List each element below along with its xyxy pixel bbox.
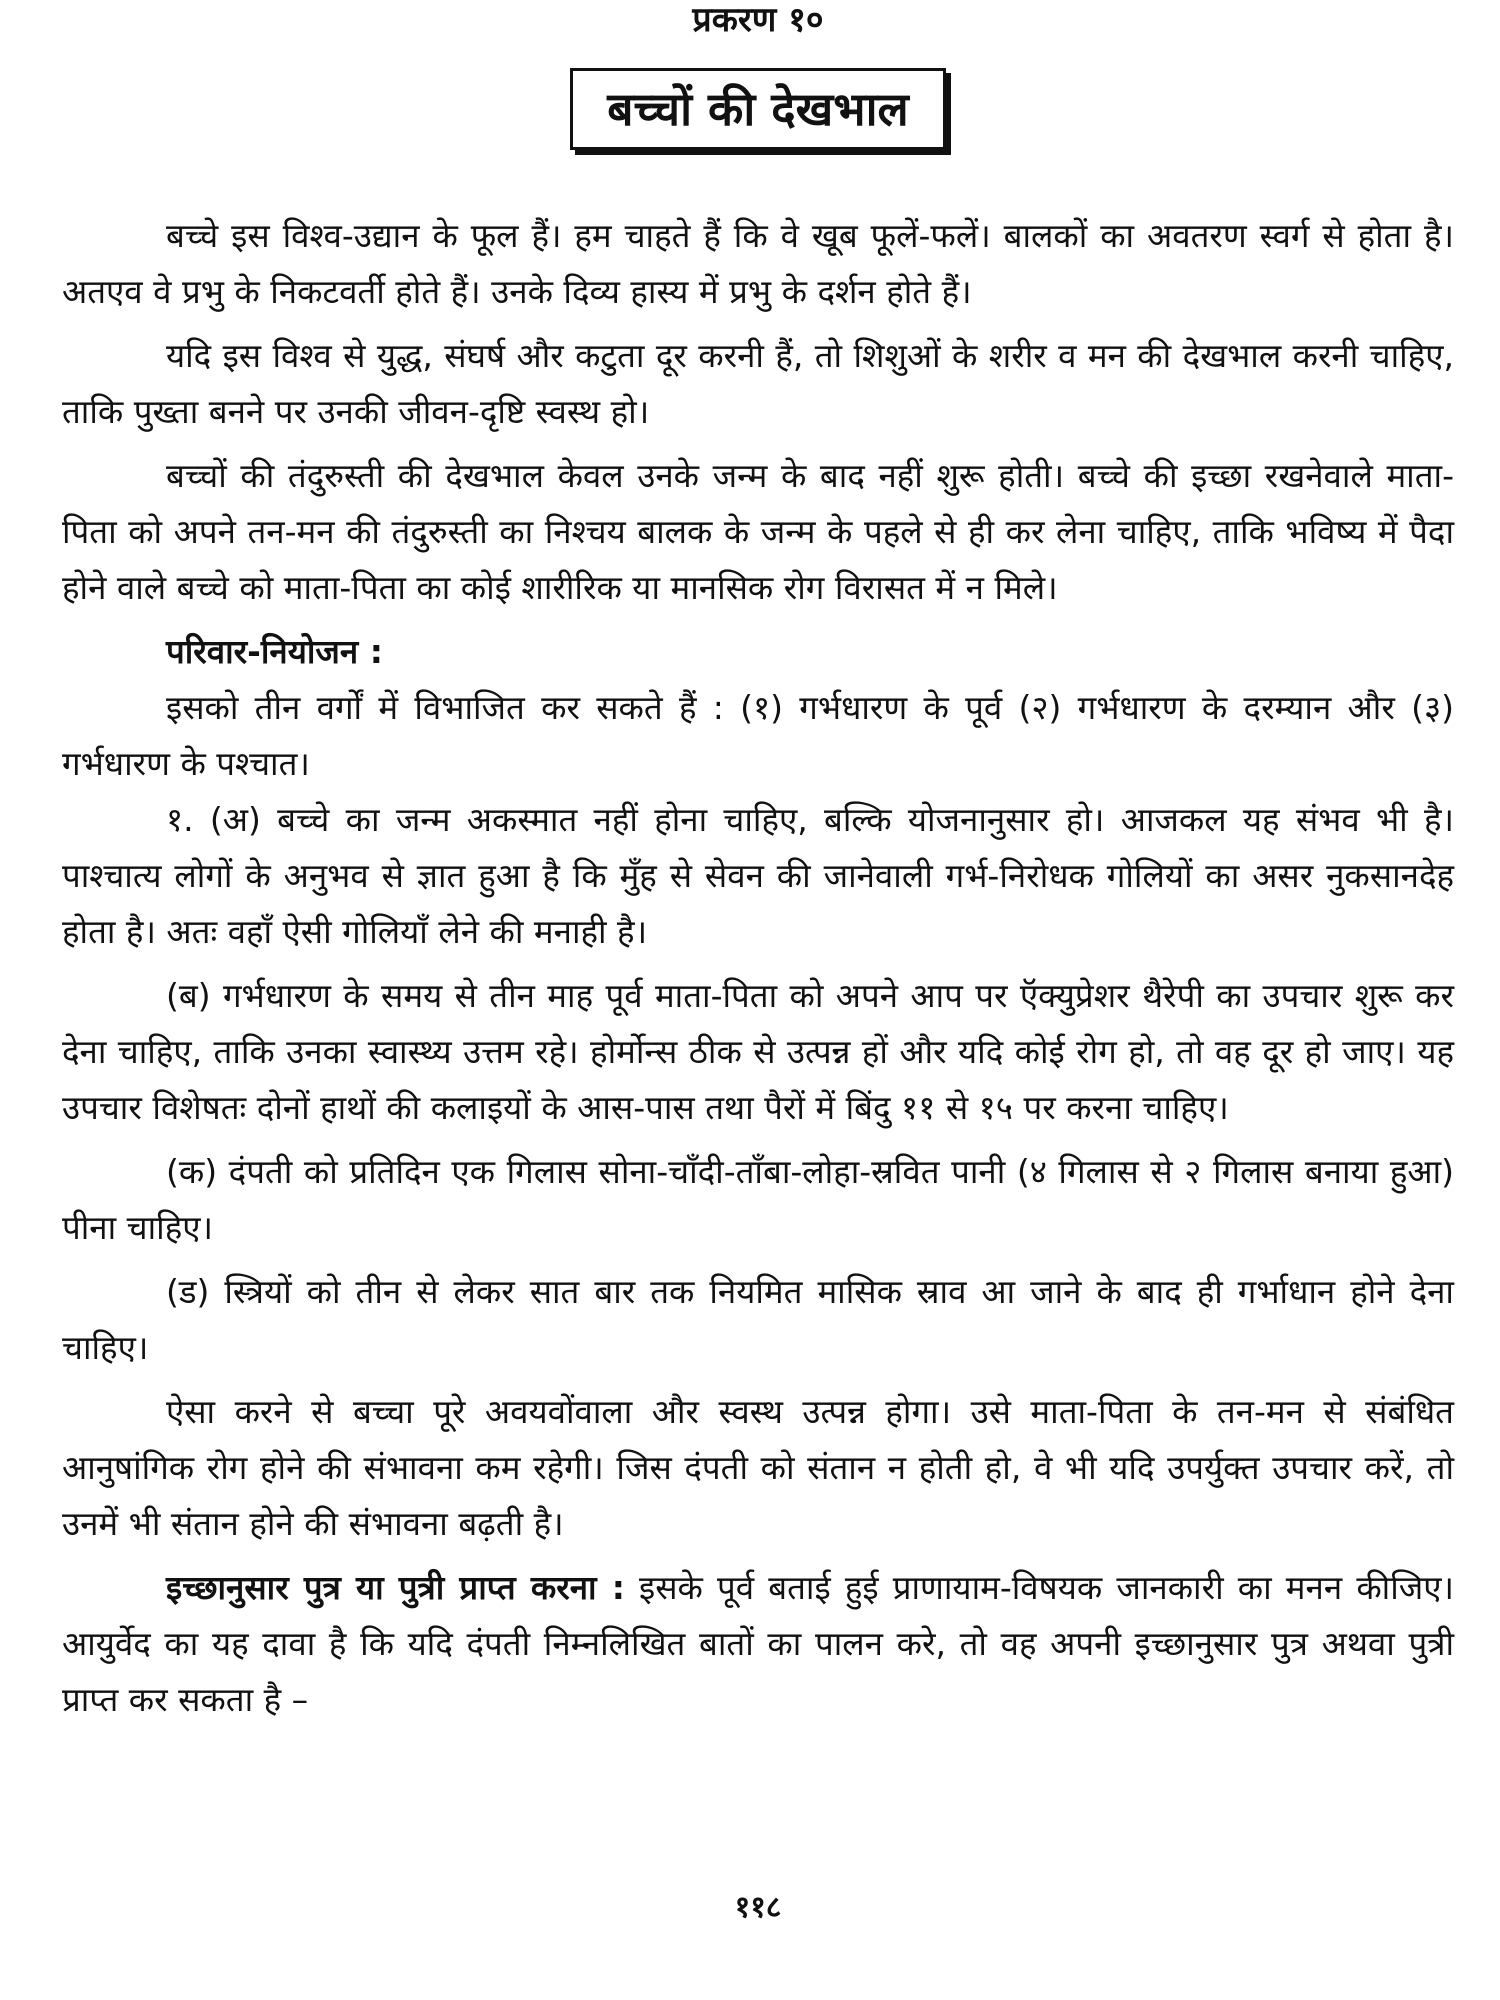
paragraph-item-b: (ब) गर्भधारण के समय से तीन माह पूर्व माता-पिता को अपने आप पर ऍक्युप्रेशर थैरेपी का उपचार शुरू कर देना चाहिए, ताकि उनका स्वास्थ्य उत्तम रहे। होर्मोन्स ठीक से उत्पन्न हों और यदि कोई रोग हो, तो वह दूर हो जाए। यह उपचार विशेषतः दोनों हाथों की कलाइयों के आस-पास तथा पैरों में बिंदु ११ से १५ पर करना चाहिए। xyxy=(62,976,1454,1127)
section-heading-family-planning: परिवार-नियोजन : xyxy=(166,632,383,671)
paragraph-item-a: १. (अ) बच्चे का जन्म अकस्मात नहीं होना चाहिए, बल्कि योजनानुसार हो। आजकल यह संभव भी है। पाश्चात्य लोगों के अनुभव से ज्ञात हुआ है कि मुँह से सेवन की जानेवाली गर्भ-निरोधक गोलियों का असर नुकसानदेह होता है। अतः वहाँ ऐसी गोलियाँ लेने की मनाही है। xyxy=(62,800,1454,951)
subheading-son-daughter: इच्छानुसार पुत्र या पुत्री प्राप्त करना : xyxy=(166,1568,625,1607)
paragraph-war: यदि इस विश्व से युद्ध, संघर्ष और कटुता दूर करनी हैं, तो शिशुओं के शरीर व मन की देखभाल करनी चाहिए, ताकि पुख्ता बनने पर उनकी जीवन-दृष्टि स्वस्थ हो। xyxy=(62,336,1454,431)
paragraph-outcome: ऐसा करने से बच्चा पूरे अवयवोंवाला और स्वस्थ उत्पन्न होगा। उसे माता-पिता के तन-मन से संबंधित आनुषांगिक रोग होने की संभावना कम रहेगी। जिस दंपती को संतान न होती हो, वे भी यदि उपर्युक्त उपचार करें, तो उनमें भी संतान होने की संभावना बढ़ती है। xyxy=(62,1392,1454,1543)
book-page xyxy=(62,0,1454,2000)
title-container xyxy=(62,68,1454,152)
paragraph-intro: बच्चे इस विश्व-उद्यान के फूल हैं। हम चाहते हैं कि वे खूब फूलें-फलें। बालकों का अवतरण स्वर्ग से होता है। अतएव वे प्रभु के निकटवर्ती होते हैं। उनके दिव्य हास्य में प्रभु के दर्शन होते हैं। xyxy=(62,216,1454,311)
page-body xyxy=(62,208,1454,1728)
page-number: ११८ xyxy=(734,1890,782,1925)
paragraph-health: बच्चों की तंदुरुस्ती की देखभाल केवल उनके जन्म के बाद नहीं शुरू होती। बच्चे की इच्छा रखनेवाले माता-पिता को अपने तन-मन की तंदुरुस्ती का निश्चय बालक के जन्म के पहले से ही कर लेना चाहिए, ताकि भविष्य में पैदा होने वाले बच्चे को माता-पिता का कोई शारीरिक या मानसिक रोग विरासत में न मिले। xyxy=(62,456,1454,607)
paragraph-item-c: (क) दंपती को प्रतिदिन एक गिलास सोना-चाँदी-ताँबा-लोहा-स्रवित पानी (४ गिलास से २ गिलास बनाया हुआ) पीना चाहिए। xyxy=(62,1152,1454,1247)
chapter-label: प्रकरण १० xyxy=(692,0,824,40)
paragraph-item-d: (ड) स्त्रियों को तीन से लेकर सात बार तक नियमित मासिक स्राव आ जाने के बाद ही गर्भाधान होने देना चाहिए। xyxy=(62,1272,1454,1367)
paragraph-son-daughter-text: इसके पूर्व बताई हुई प्राणायाम-विषयक जानकारी का मनन कीजिए। आयुर्वेद का यह दावा है कि यदि दंपती निम्नलिखित बातों का पालन करे, तो वह अपनी इच्छानुसार पुत्र अथवा पुत्री प्राप्त कर सकता है – xyxy=(62,1568,1454,1719)
paragraph-categories: इसको तीन वर्गों में विभाजित कर सकते हैं : (१) गर्भधारण के पूर्व (२) गर्भधारण के दरम्यान और (३) गर्भधारण के पश्चात। xyxy=(62,688,1454,783)
chapter-title: बच्चों की देखभाल xyxy=(570,68,946,150)
paragraph-son-daughter xyxy=(62,1560,1454,1728)
